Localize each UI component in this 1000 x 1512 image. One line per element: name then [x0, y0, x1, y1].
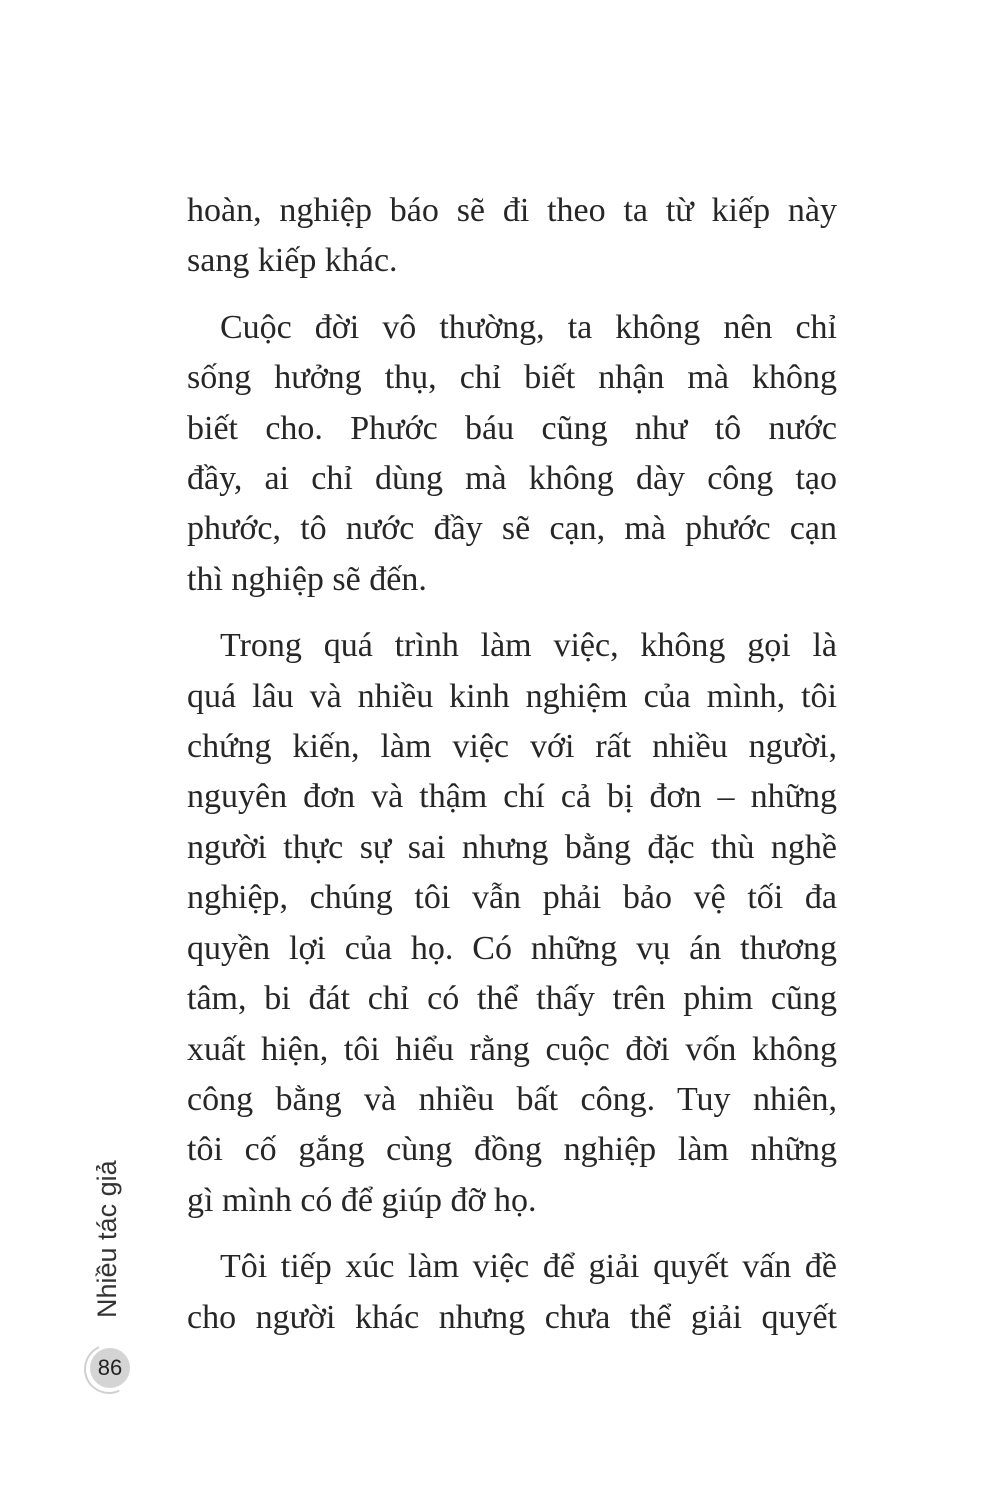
text-line: nguyên đơn và thậm chí cả bị đơn – những — [187, 778, 837, 816]
paragraph — [187, 1242, 837, 1343]
text-line: Trong quá trình làm việc, không gọi là — [220, 627, 837, 665]
text-line: biết cho. Phước báu cũng như tô nước — [187, 409, 837, 447]
text-line: thì nghiệp sẽ đến. — [187, 560, 427, 598]
text-line: quá lâu và nhiều kinh nghiệm của mình, tôi — [187, 677, 837, 715]
running-head-author: Nhiều tác giả — [92, 1160, 122, 1318]
page-body — [187, 186, 837, 1359]
text-line: quyền lợi của họ. Có những vụ án thương — [187, 929, 837, 967]
text-line: tôi cố gắng cùng đồng nghiệp làm những — [187, 1131, 837, 1169]
paragraph — [187, 303, 837, 605]
paragraph — [187, 621, 837, 1226]
text-line: gì mình có để giúp đỡ họ. — [187, 1181, 537, 1219]
page-number-badge — [84, 1344, 134, 1394]
text-line: Cuộc đời vô thường, ta không nên chỉ — [220, 308, 837, 346]
text-line: người thực sự sai nhưng bằng đặc thù nghề — [187, 828, 837, 866]
text-line: công bằng và nhiều bất công. Tuy nhiên, — [187, 1080, 837, 1118]
paragraph — [187, 186, 837, 287]
page-number: 86 — [97, 1355, 123, 1380]
text-line: hoàn, nghiệp báo sẽ đi theo ta từ kiếp này — [187, 192, 837, 229]
text-line: sang kiếp khác. — [187, 242, 398, 280]
text-line: tâm, bi đát chỉ có thể thấy trên phim cũng — [187, 980, 837, 1018]
text-line: chứng kiến, làm việc với rất nhiều người, — [187, 728, 837, 766]
text-line: nghiệp, chúng tôi vẫn phải bảo vệ tối đa — [187, 879, 837, 917]
text-line: Tôi tiếp xúc làm việc để giải quyết vấn đề — [220, 1248, 837, 1286]
text-line: phước, tô nước đầy sẽ cạn, mà phước cạn — [187, 510, 837, 548]
text-line: xuất hiện, tôi hiểu rằng cuộc đời vốn không — [187, 1030, 837, 1068]
text-line: đầy, ai chỉ dùng mà không dày công tạo — [187, 460, 837, 498]
text-line: cho người khác nhưng chưa thể giải quyết — [187, 1298, 837, 1336]
text-line: sống hưởng thụ, chỉ biết nhận mà không — [187, 359, 837, 397]
